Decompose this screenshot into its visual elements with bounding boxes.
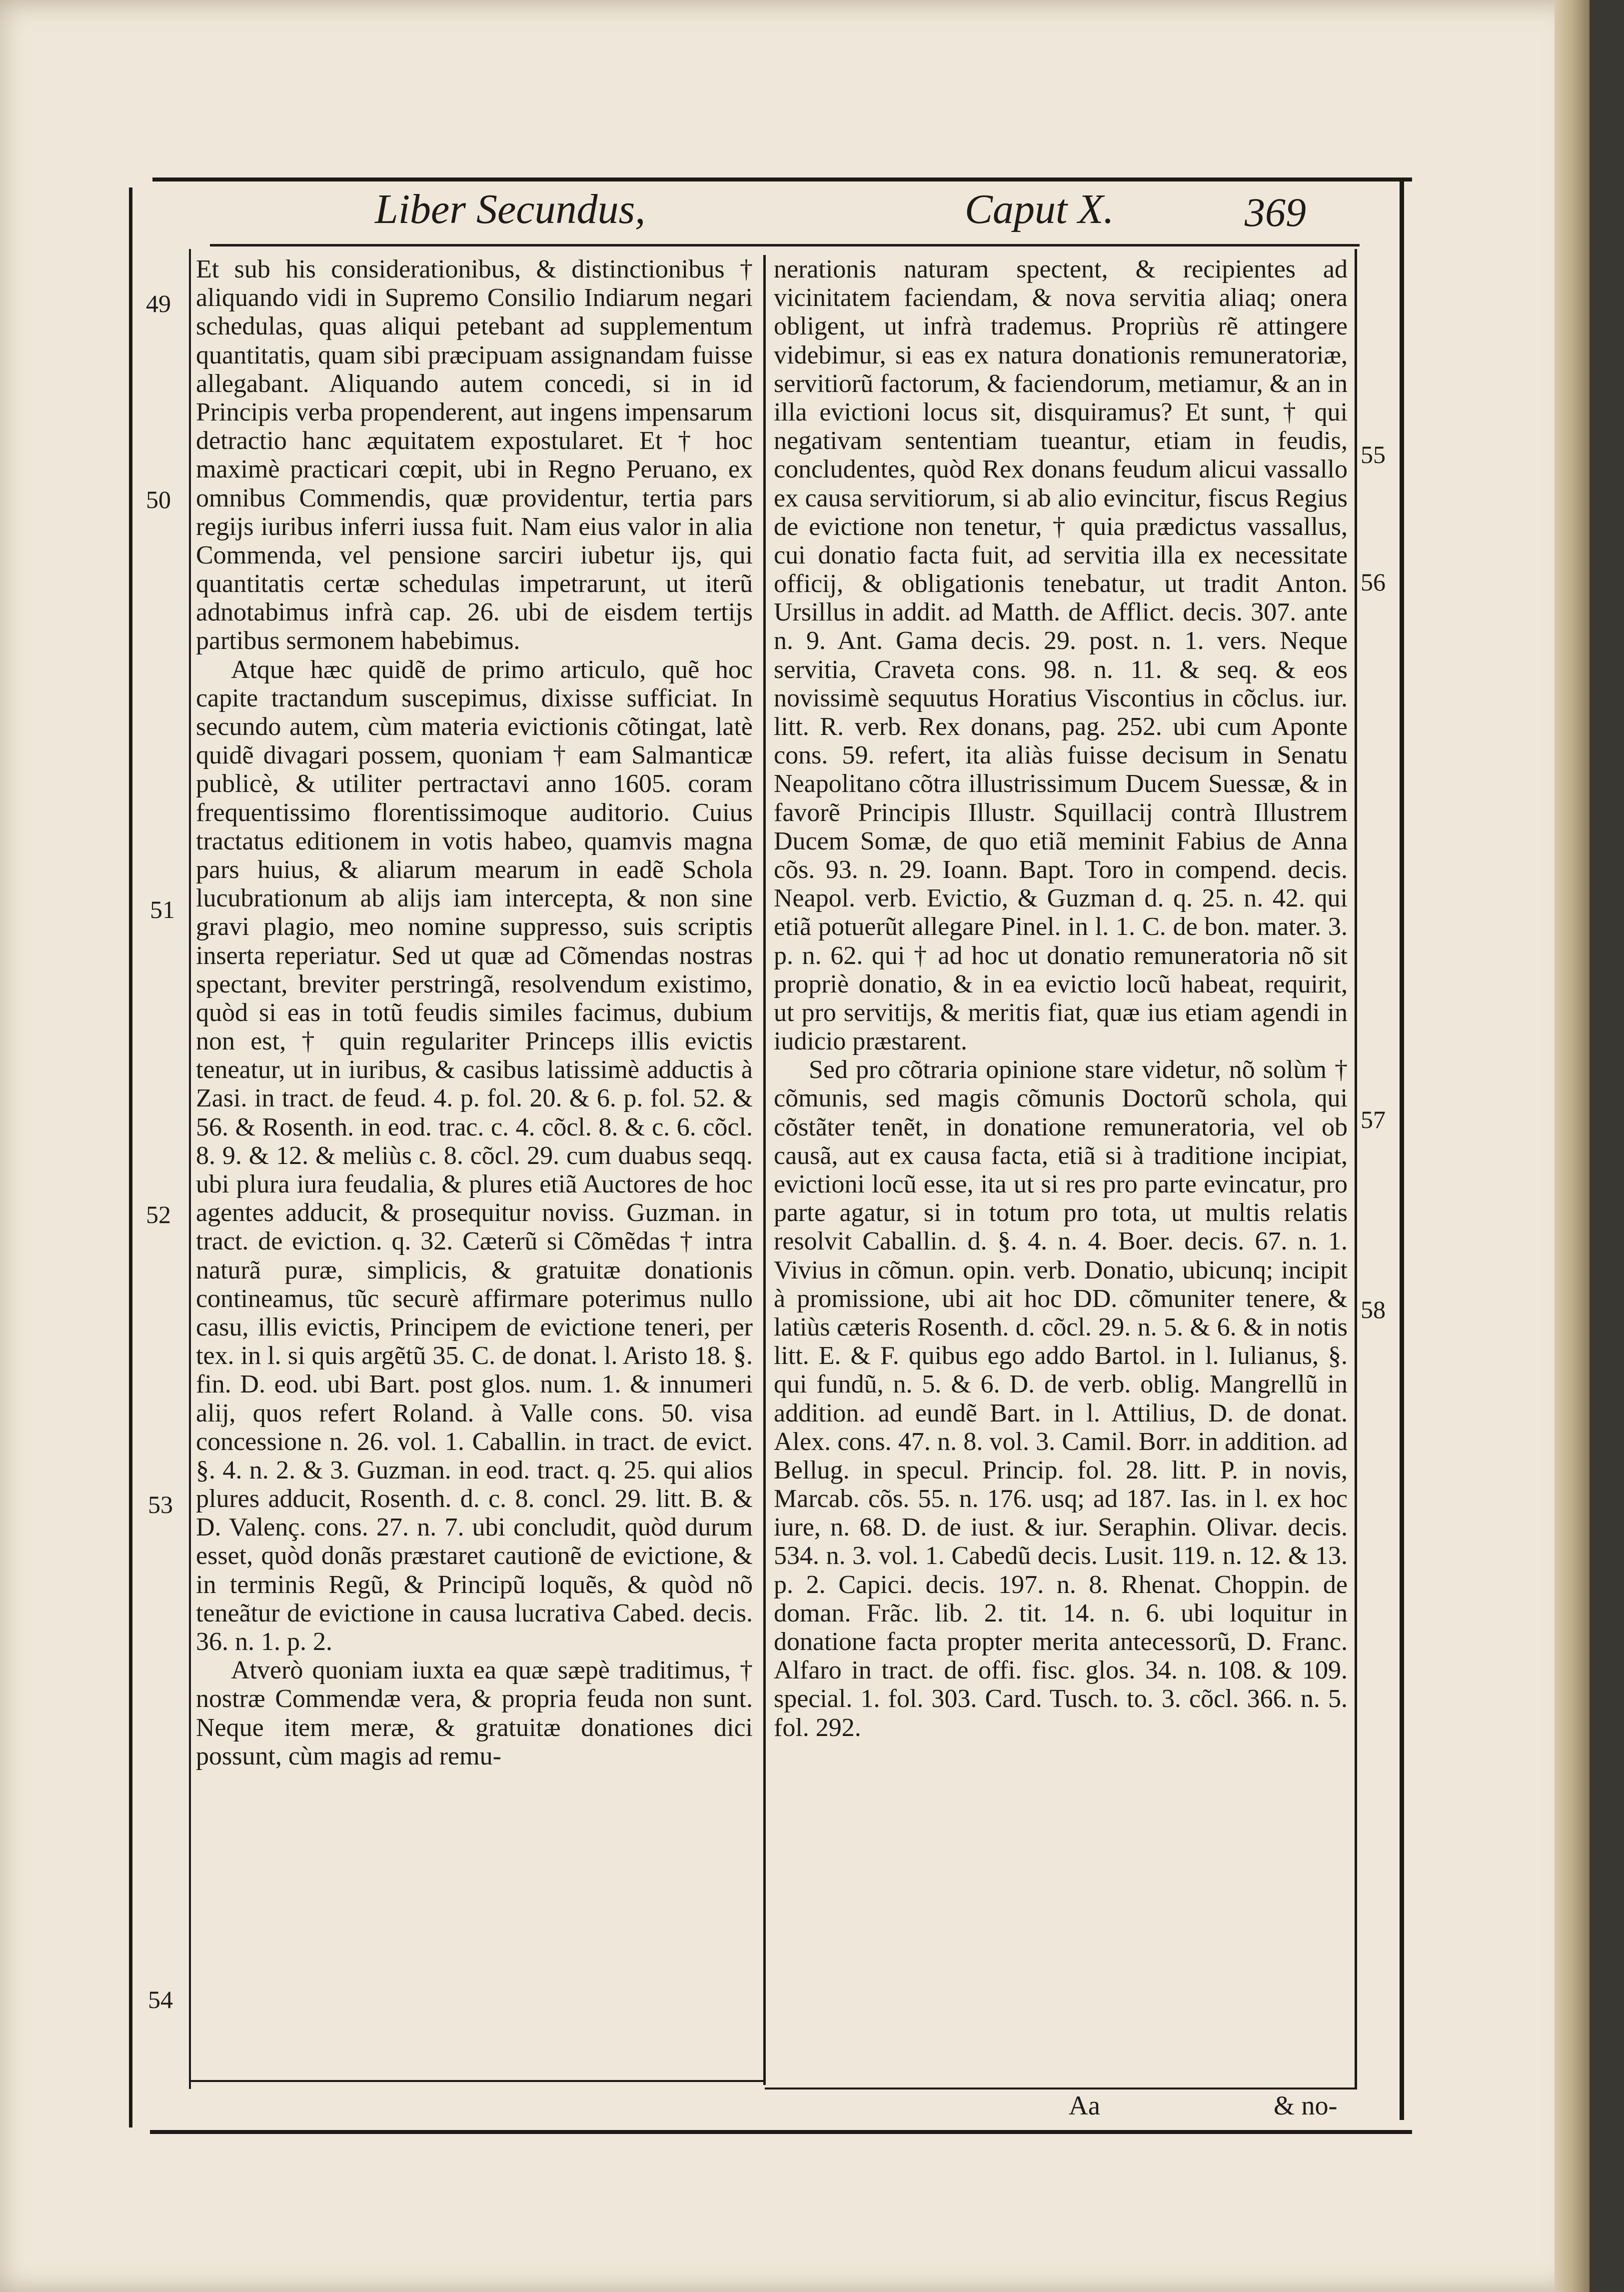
header-book-title: Liber Secundus, — [375, 186, 646, 232]
margin-number: 55 — [1361, 440, 1386, 468]
left-column-left-rule — [189, 249, 191, 2089]
header-chapter-title: Caput X. — [965, 186, 1114, 232]
right-column-right-rule — [1355, 249, 1357, 2089]
right-text-column — [774, 255, 1348, 2080]
catchword: & no- — [1274, 2090, 1338, 2120]
right-frame-rule — [1400, 180, 1404, 2120]
page-edge — [1555, 0, 1590, 2292]
margin-number: 51 — [150, 896, 175, 924]
left-paragraph-1: Et sub his considerationibus, & distinctionibus † aliquando vidi in Supremo Consilio Indiarum negari schedulas, quas aliqui petebant ad supplementum quantitatis, quam sibi præcipuam assignandam fuisse allegabant. Aliquando autem concedi, si in id Principis verba propenderent, aut ingens impensarum detractio hanc æquitatem expostularet. Et † hoc maximè practicari cœpit, ubi in Regno Peruano, ex omnibus Commendis, quæ providentur, tertia pars regijs iuribus inferri iussa fuit. Nam eius valor in alia Commenda, vel pensione sarciri iubetur ijs, qui quantitatis certæ schedulas impetrarunt, ut iterũ adnotabimus infrà cap. 26. ubi de eisdem tertijs partibus sermonem habebimus. — [196, 255, 753, 656]
margin-number: 50 — [146, 486, 171, 514]
right-paragraph-1: nerationis naturam spectent, & recipientes ad vicinitatem faciendam, & nova servitia aliaq; onera obligent, ut infrà trademus. Propriùs rẽ attingere videbimur, si eas ex natura donationis remuneratoriæ, servitiorũ factorum, & faciendorum, metiamur, & an in illa evictioni locus sit, disquiramus? Et sunt, † qui negativam sententiam tueantur, etiam in feudis, concludentes, quòd Rex donans feudum alicui vassallo ex causa servitiorum, si ab alio evincitur, fiscus Regius de evictione non tenetur, † quia prædictus vassallus, cui donatio facta fuit, ad servitia illa ex necessitate officij, & obligationis tenebatur, ut tradit Anton. Ursillus in addit. ad Matth. de Afflict. decis. 307. ante n. 9. Ant. Gama decis. 29. post. n. 1. vers. Neque servitia, Craveta cons. 98. n. 11. & seq. & eos novissimè sequutus Horatius Viscontius in cõclus. iur. litt. R. verb. Rex donans, pag. 252. ubi cum Aponte cons. 59. refert, ita aliàs fuisse decisum in Senatu Neapolitano cõtra illustrissimum Ducem Suessæ, & in favorẽ Principis Illustr. Squillacij contrà Illustrem Ducem Somæ, de quo etiã meminit Fabius de Anna cõs. 93. n. 29. Ioann. Bapt. Toro in compend. decis. Neapol. verb. Evictio, & Guzman d. q. 25. n. 42. qui etiã potuerũt allegare Pinel. in l. 1. C. de bon. mater. 3. p. n. 62. qui † ad hoc ut donatio remuneratoria nõ sit propriè donatio, & in ea evictio locũ habeat, requirit, ut pro servitijs, & meritis fiat, quæ ius etiam agendi in iudicio præstarent. — [774, 255, 1348, 1056]
right-paragraph-2: Sed pro cõtraria opinione stare videtur, nõ solùm † cõmunis, sed magis cõmunis Doctorũ schola, qui cõstãter tenẽt, in donatione remuneratoria, vel ob causã, aut ex causa facta, etiã si à traditione incipiat, evictioni locũ esse, ita ut si res pro parte evincatur, pro parte agatur, si in totum pro tota, ut multis relatis resolvit Caballin. d. §. 4. n. 4. Boer. decis. 67. n. 1. Vivius in cõmun. opin. verb. Donatio, ubicunq; incipit à promissione, ubi ait hoc DD. cõmuniter tenere, & latiùs cæteris Rosenth. d. cõcl. 29. n. 5. & 6. & in notis litt. E. & F. quibus ego addo Bartol. in l. Iulianus, §. qui fundũ, n. 5. & 6. D. de verb. oblig. Mangrellũ in addition. ad eundẽ Bart. in l. Attilius, D. de donat. Alex. cons. 47. n. 8. vol. 3. Camil. Borr. in addition. ad Bellug. in specul. Princip. fol. 28. litt. P. in novis, Marcab. cõs. 55. n. 176. usq; ad 187. Ias. in l. ex hoc iure, n. 68. D. de iust. & iur. Seraphin. Olivar. decis. 534. n. 3. vol. 1. Cabedũ decis. Lusit. 119. n. 12. & 13. p. 2. Capici. decis. 197. n. 8. Rhenat. Choppin. de doman. Frãc. lib. 2. tit. 14. n. 6. ubi loquitur in donatione facta propter merita antecessorũ, D. Franc. Alfaro in tract. de offi. fisc. glos. 34. n. 108. & 109. special. 1. fol. 303. Card. Tusch. to. 3. cõcl. 366. n. 5. fol. 292. — [774, 1056, 1348, 1742]
margin-number: 54 — [148, 1986, 173, 2014]
running-header — [135, 175, 1390, 235]
margin-number: 58 — [1361, 1296, 1386, 1324]
margin-number: 53 — [148, 1490, 173, 1518]
bottom-rule — [150, 2130, 1412, 2134]
left-frame-rule — [129, 188, 132, 2128]
signature-mark: Aa — [1069, 2090, 1100, 2120]
left-column-bottom-rule — [190, 2080, 765, 2082]
header-rule — [210, 244, 1360, 246]
left-text-column — [196, 255, 753, 2080]
right-column-bottom-rule — [765, 2088, 1357, 2090]
header-page-number: 369 — [1245, 190, 1306, 235]
column-divider-rule — [763, 255, 766, 2085]
left-paragraph-3: Atverò quoniam iuxta ea quæ sæpè traditimus, † nostræ Commendæ vera, & propria feuda non sunt. Neque item meræ, & gratuitæ donationes dici possunt, cùm magis ad remu- — [196, 1656, 753, 1770]
margin-number: 52 — [146, 1200, 171, 1228]
margin-number: 56 — [1361, 568, 1386, 596]
left-paragraph-2: Atque hæc quidẽ de primo articulo, quẽ hoc capite tractandum suscepimus, dixisse sufficiat. In secundo autem, cùm materia evictionis cõtingat, latè quidẽ divagari possem, quoniam † eam Salmanticæ publicè, & utiliter pertractavi anno 1605. coram frequentissimo florentissimoque auditorio. Cuius tractatus editionem in votis habeo, quamvis magna pars huius, & aliarum mearum in eadẽ Schola lucubrationum ab alijs iam intercepta, & non sine gravi plagio, meo nomine suppresso, suis scriptis inserta reperiatur. Sed ut quæ ad Cõmendas nostras spectant, breviter perstringã, resolvendum existimo, quòd si eas in totũ feudis similes facimus, dubium non est, † quin regulariter Princeps illis evictis teneatur, ut in iuribus, & casibus latissimè adductis à Zasi. in tract. de feud. 4. p. fol. 20. & 6. p. fol. 52. & 56. & Rosenth. in eod. trac. c. 4. cõcl. 8. & c. 6. cõcl. 8. 9. & 12. & meliùs c. 8. cõcl. 29. cum duabus seqq. ubi plura iura feudalia, & plures etiã Auctores de hoc agentes adducit, & prosequitur noviss. Guzman. in tract. de eviction. q. 32. Cæterũ si Cõmẽdas † intra naturã puræ, simplicis, & gratuitæ donationis contineamus, tũc securè affirmare poterimus nullo casu, illis evictis, Principem de evictione teneri, per tex. in l. si quis argẽtũ 35. C. de donat. l. Aristo 18. §. fin. D. eod. ubi Bart. post glos. num. 1. & innumeri alij, quos refert Roland. à Valle cons. 50. visa concessione n. 26. vol. 1. Caballin. in tract. de evict. §. 4. n. 2. & 3. Guzman. in eod. tract. q. 25. qui alios plures adducit, Rosenth. d. c. 8. concl. 29. litt. B. & D. Valenç. cons. 27. n. 7. ubi concludit, quòd durum esset, quòd donãs præstaret cautionẽ de evictione, & in terminis Regũ, & Principũ loquẽs, & quòd nõ teneãtur de evictione in causa lucrativa Cabed. decis. 36. n. 1. p. 2. — [196, 655, 753, 1656]
margin-number: 49 — [146, 290, 171, 318]
margin-number: 57 — [1361, 1106, 1386, 1134]
